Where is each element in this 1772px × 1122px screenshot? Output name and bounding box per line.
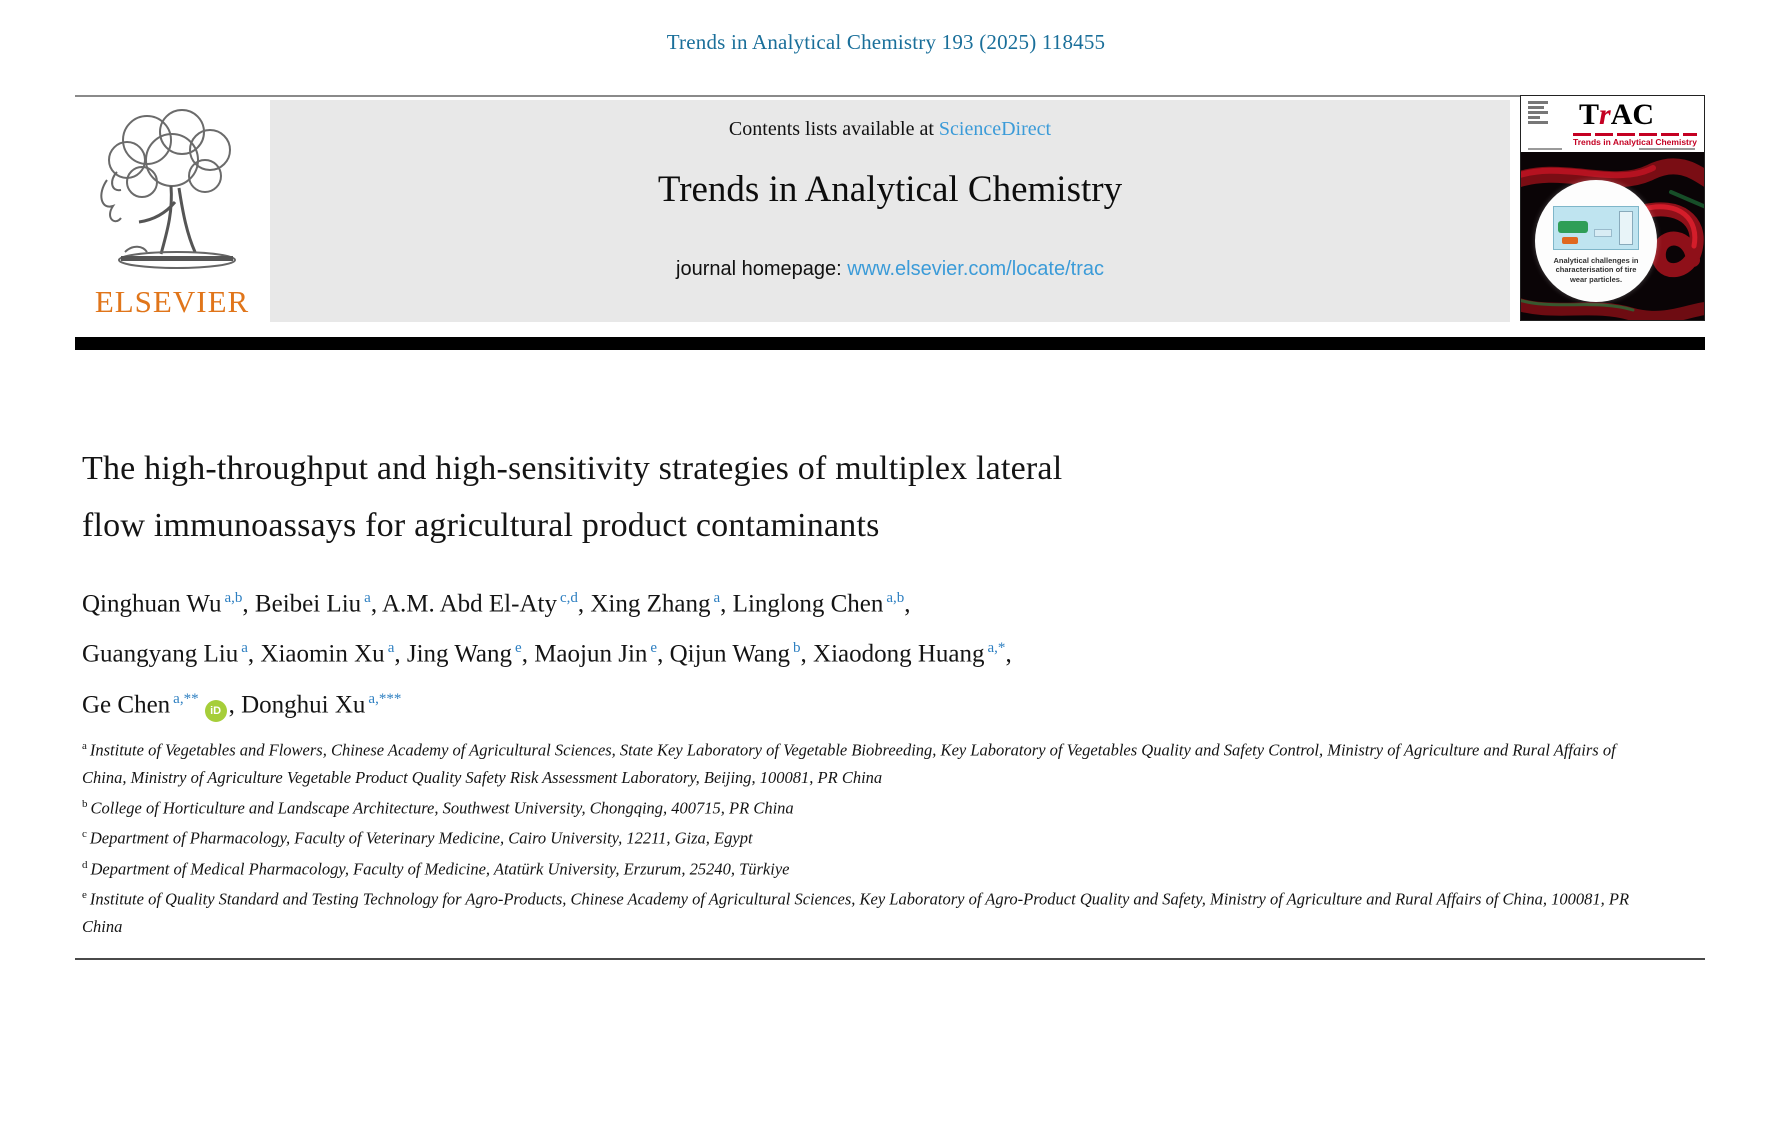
- affiliation-label: a: [82, 740, 87, 752]
- homepage-line: [270, 258, 1510, 281]
- orcid-icon[interactable]: iD: [205, 700, 227, 722]
- author-name: Guangyang Liu: [82, 640, 239, 668]
- author-name: Donghui Xu: [241, 690, 366, 718]
- contents-prefix: Contents lists available at: [728, 118, 939, 140]
- homepage-link[interactable]: www.elsevier.com/locate/trac: [847, 258, 1104, 280]
- author-name: A.M. Abd El-Aty: [381, 590, 557, 618]
- author-affil-marker: a: [364, 590, 371, 606]
- author-affil-marker: a,b: [886, 590, 905, 606]
- author-name: Qinghuan Wu: [82, 590, 222, 618]
- author-affil-marker: b: [793, 640, 801, 657]
- author-separator: ,: [657, 640, 670, 668]
- journal-banner: [270, 100, 1510, 322]
- author-name: Jing Wang: [406, 640, 513, 668]
- article-title-line2: flow immunoassays for agricultural product contaminants: [82, 507, 880, 544]
- journal-title: Trends in Analytical Chemistry: [657, 169, 1123, 210]
- author-affil-marker: a: [713, 590, 721, 606]
- author-affil-marker: e: [515, 640, 522, 657]
- homepage-prefix: journal homepage:: [676, 258, 848, 280]
- section-divider-rule: [75, 958, 1705, 960]
- author-affil-marker: e: [650, 640, 658, 657]
- affiliation-item: [82, 882, 1642, 940]
- affiliation-text: Department of Medical Pharmacology, Faculty of Medicine, Atatürk University, Erzurum, 25240, Türkiye: [90, 859, 790, 878]
- author-separator: ,: [247, 640, 261, 668]
- cover-artwork: [1521, 152, 1704, 320]
- author-separator: ,: [577, 590, 591, 618]
- author-name: Xiaodong Huang: [813, 640, 985, 668]
- author-separator: ,: [800, 640, 814, 668]
- header-top-rule: [75, 95, 1705, 97]
- author-affil-marker: a,***: [368, 690, 402, 707]
- cover-fineprint: [1528, 148, 1699, 150]
- cover-highlight-circle: [1535, 180, 1657, 302]
- cover-subtitle: Trends in Analytical Chemistry: [1573, 137, 1697, 147]
- cover-masthead: [1521, 96, 1704, 152]
- journal-cover-thumbnail[interactable]: [1520, 95, 1705, 321]
- affiliation-text: Institute of Vegetables and Flowers, Chinese Academy of Agricultural Sciences, State Key Laboratory of Vegetable Biobreeding, Key Laboratory of Vegetables Quality and Safety Control, Ministry of Agriculture and Rural Affairs of China, Ministry of Agriculture Vegetable Product Quality Safety Risk Assessment Laboratory, Beijing, 100081, PR China: [82, 740, 1616, 787]
- author-affil-marker: c,d: [559, 590, 578, 606]
- author-separator: ,: [242, 590, 255, 618]
- cover-inset-figure: [1553, 206, 1639, 250]
- publisher-name: ELSEVIER: [94, 284, 250, 319]
- affiliation-text: Institute of Quality Standard and Testing Technology for Agro-Products, Chinese Academy of Agricultural Sciences, Key Laboratory of Agro-Product Quality and Safety, Ministry of Agriculture and Rural Affairs of China, 100081, PR China: [82, 889, 1630, 936]
- publisher-logo-block: [72, 102, 272, 324]
- cover-red-rule: [1573, 133, 1697, 136]
- author-name: Qijun Wang: [669, 640, 791, 668]
- cover-publisher-mark-icon: [1528, 101, 1548, 129]
- author-affil-marker: a,**: [173, 690, 199, 707]
- affiliation-text: Department of Pharmacology, Faculty of Veterinary Medicine, Cairo University, 12211, Giza, Egypt: [89, 828, 753, 848]
- cover-caption: Analytical challenges in characterisation of tire wear particles.: [1553, 256, 1639, 284]
- sciencedirect-link[interactable]: ScienceDirect: [938, 118, 1052, 140]
- author-separator: ,: [1005, 640, 1012, 668]
- author-separator: ,: [904, 590, 911, 618]
- author-name: Maojun Jin: [534, 640, 648, 668]
- author-affil-marker: a: [387, 640, 395, 657]
- running-head-citation: Trends in Analytical Chemistry 193 (2025) 118455: [666, 30, 1106, 54]
- elsevier-tree-logo: [87, 102, 257, 282]
- author-separator: ,: [228, 690, 242, 718]
- affiliation-item: [82, 733, 1642, 791]
- author-affil-marker: a: [241, 640, 248, 657]
- author-affil-marker: a,*: [987, 640, 1006, 657]
- author-name: Linglong Chen: [732, 590, 884, 618]
- affiliation-text: College of Horticulture and Landscape Architecture, Southwest University, Chongqing, 400715, PR China: [90, 798, 794, 817]
- affiliation-label: e: [82, 889, 87, 901]
- contents-line: [270, 118, 1510, 141]
- affiliation-item: [82, 791, 1642, 822]
- affiliation-list: [82, 733, 1642, 940]
- affiliation-label: d: [82, 858, 88, 871]
- header-divider-bar: [75, 337, 1705, 350]
- author-separator: ,: [394, 640, 407, 668]
- author-separator: ,: [521, 640, 535, 668]
- author-separator: ,: [720, 590, 733, 618]
- affiliation-label: b: [82, 797, 88, 810]
- cover-brand: TrAC: [1579, 98, 1655, 131]
- author-affil-marker: a,b: [224, 590, 243, 606]
- author-lines: [82, 576, 1562, 727]
- article-title: [82, 440, 1562, 554]
- author-name: Beibei Liu: [254, 590, 362, 618]
- author-name: Ge Chen: [82, 690, 171, 718]
- affiliation-item: [82, 852, 1642, 883]
- affiliation-label: c: [82, 828, 87, 840]
- author-name: Xiaomin Xu: [260, 640, 385, 668]
- article-title-line1: The high-throughput and high-sensitivity strategies of multiplex lateral: [82, 450, 1063, 487]
- author-separator: ,: [370, 590, 382, 618]
- author-name: Xing Zhang: [590, 590, 711, 618]
- affiliation-item: [82, 821, 1642, 852]
